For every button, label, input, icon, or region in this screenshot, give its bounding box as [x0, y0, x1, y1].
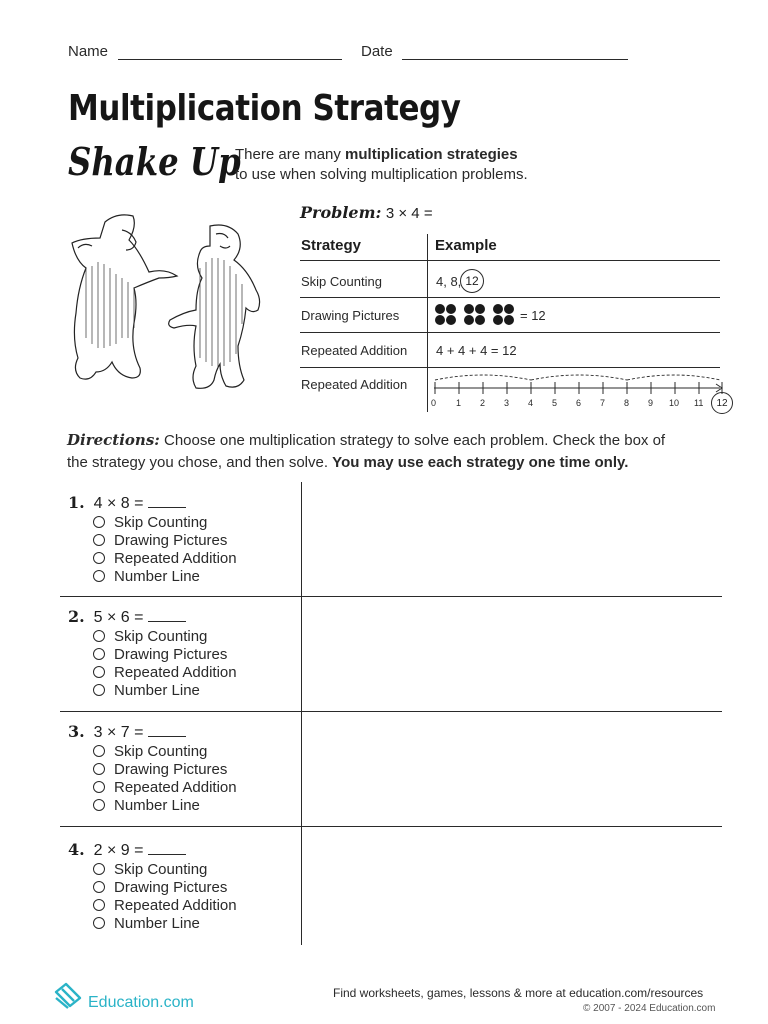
- table-rule: [300, 297, 720, 298]
- tick-label: 9: [648, 398, 654, 408]
- name-field[interactable]: [118, 59, 342, 60]
- option-skip-counting[interactable]: Skip Counting: [93, 628, 207, 646]
- dancing-bears-illustration: [60, 208, 270, 398]
- radio-circle[interactable]: [93, 666, 105, 678]
- tick-label: 2: [480, 398, 486, 408]
- option-drawing-pictures[interactable]: Drawing Pictures: [93, 532, 227, 550]
- tick-label: 7: [600, 398, 606, 408]
- tick-label: 1: [456, 398, 462, 408]
- directions: Directions: Choose one multiplication strategy to solve each problem. Check the box of the strategy you chose, and then solve. You may use each strategy one time only.: [67, 431, 666, 471]
- tick-label: 3: [504, 398, 510, 408]
- radio-circle[interactable]: [93, 534, 105, 546]
- strategy-name: Repeated Addition: [301, 343, 408, 358]
- answer-blank[interactable]: [148, 723, 186, 737]
- answer-blank[interactable]: [148, 841, 186, 855]
- radio-circle[interactable]: [93, 917, 105, 929]
- work-area-4[interactable]: [302, 827, 722, 945]
- date-label: Date: [361, 43, 393, 60]
- radio-circle[interactable]: [93, 799, 105, 811]
- number-line: [430, 370, 730, 400]
- footer-copyright: © 2007 - 2024 Education.com: [583, 1003, 716, 1014]
- footer-tagline[interactable]: Find worksheets, games, lessons & more at education.com/resources: [333, 986, 704, 1000]
- date-field[interactable]: [402, 59, 628, 60]
- option-skip-counting[interactable]: Skip Counting: [93, 743, 207, 761]
- tick-label: 6: [576, 398, 582, 408]
- option-repeated-addition[interactable]: Repeated Addition: [93, 664, 237, 682]
- circled-answer: 12: [711, 392, 733, 414]
- table-rule: [300, 260, 720, 261]
- intro-text: There are many multiplication strategies to use when solving multiplication problems.: [235, 146, 528, 183]
- problem-3: 3. 3 × 7 =: [68, 722, 186, 742]
- problem-2: 2. 5 × 6 =: [68, 607, 186, 627]
- option-repeated-addition[interactable]: Repeated Addition: [93, 897, 237, 915]
- strategy-column-header: Strategy: [301, 237, 362, 254]
- option-number-line[interactable]: Number Line: [93, 797, 200, 815]
- radio-circle[interactable]: [93, 516, 105, 528]
- work-area-3[interactable]: [302, 712, 722, 826]
- option-skip-counting[interactable]: Skip Counting: [93, 514, 207, 532]
- option-drawing-pictures[interactable]: Drawing Pictures: [93, 646, 227, 664]
- tick-label: 10: [669, 398, 680, 408]
- skip-counting-example: 4, 8,: [436, 274, 462, 289]
- problem-4: 4. 2 × 9 =: [68, 840, 186, 860]
- radio-circle[interactable]: [93, 781, 105, 793]
- drawing-pictures-result: = 12: [520, 308, 546, 323]
- option-drawing-pictures[interactable]: Drawing Pictures: [93, 761, 227, 779]
- option-number-line[interactable]: Number Line: [93, 682, 200, 700]
- radio-circle[interactable]: [93, 630, 105, 642]
- option-repeated-addition[interactable]: Repeated Addition: [93, 550, 237, 568]
- answer-blank[interactable]: [148, 494, 186, 508]
- option-skip-counting[interactable]: Skip Counting: [93, 861, 207, 879]
- option-number-line[interactable]: Number Line: [93, 568, 200, 586]
- number-line-ticks: [430, 398, 730, 412]
- radio-circle[interactable]: [93, 684, 105, 696]
- strategy-name: Skip Counting: [301, 274, 382, 289]
- tick-label: 5: [552, 398, 558, 408]
- radio-circle[interactable]: [93, 881, 105, 893]
- strategy-name: Repeated Addition: [301, 377, 408, 392]
- circled-answer: 12: [460, 269, 484, 293]
- page-title: Multiplication Strategy: [68, 88, 461, 129]
- option-number-line[interactable]: Number Line: [93, 915, 200, 933]
- education-logo-icon: [52, 980, 84, 1010]
- radio-circle[interactable]: [93, 899, 105, 911]
- tick-label: 4: [528, 398, 534, 408]
- radio-circle[interactable]: [93, 745, 105, 757]
- table-rule: [300, 367, 720, 368]
- radio-circle[interactable]: [93, 763, 105, 775]
- table-rule: [300, 332, 720, 333]
- work-area-1[interactable]: [302, 482, 722, 596]
- answer-blank[interactable]: [148, 608, 186, 622]
- option-repeated-addition[interactable]: Repeated Addition: [93, 779, 237, 797]
- problem-1: 1. 4 × 8 =: [68, 493, 186, 513]
- tick-label: 0: [431, 398, 437, 408]
- work-area-2[interactable]: [302, 597, 722, 711]
- strategy-name: Drawing Pictures: [301, 308, 400, 323]
- education-logo-text[interactable]: Education.com: [88, 994, 194, 1011]
- example-problem: Problem: 3 × 4 =: [300, 203, 433, 222]
- page-subtitle: Shake Up: [68, 139, 241, 184]
- option-drawing-pictures[interactable]: Drawing Pictures: [93, 879, 227, 897]
- radio-circle[interactable]: [93, 570, 105, 582]
- radio-circle[interactable]: [93, 552, 105, 564]
- example-column-header: Example: [435, 237, 497, 254]
- tick-label: 8: [624, 398, 630, 408]
- dot-groups-picture: [435, 304, 520, 328]
- radio-circle[interactable]: [93, 863, 105, 875]
- tick-label: 11: [694, 398, 704, 408]
- repeated-addition-example: 4 + 4 + 4 = 12: [436, 343, 517, 358]
- radio-circle[interactable]: [93, 648, 105, 660]
- name-label: Name: [68, 43, 109, 60]
